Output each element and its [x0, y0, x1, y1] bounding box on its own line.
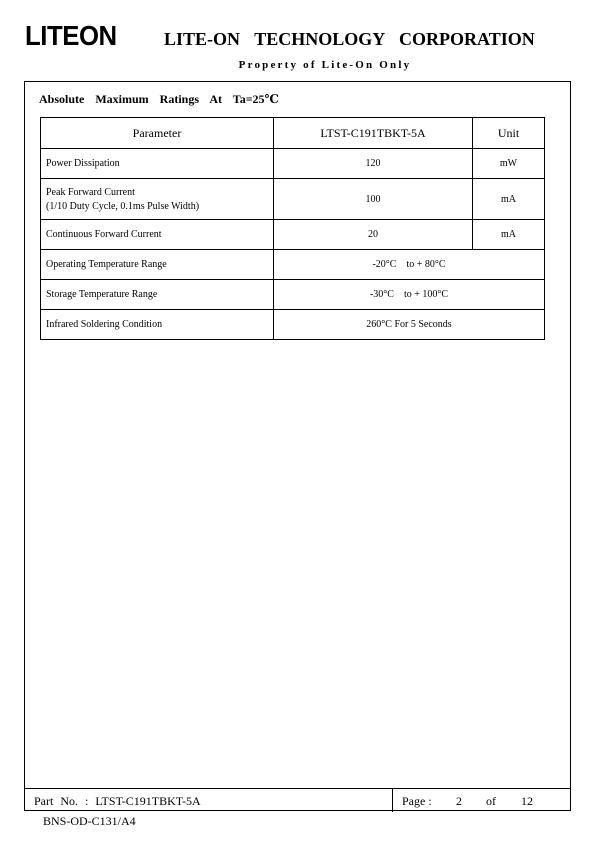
ratings-table [40, 117, 545, 340]
footer-divider [392, 789, 393, 812]
page-number: 2 [456, 794, 462, 808]
row-parameter-label: Peak Forward Current [46, 186, 135, 198]
liteon-logo: LITEON [25, 20, 117, 51]
company-name: LITE-ON TECHNOLOGY CORPORATION [164, 29, 535, 49]
row-value: -20°C to + 80°C [274, 250, 545, 280]
row-value: 20 [274, 220, 473, 250]
table-header-row [41, 118, 545, 149]
part-number-label: Part No. : LTST-C191TBKT-5A [34, 794, 201, 808]
row-unit: mA [473, 220, 545, 250]
row-value: 120 [274, 149, 473, 179]
table-row [41, 280, 545, 310]
page-label: Page : [402, 794, 432, 808]
row-parameter: Operating Temperature Range [41, 250, 274, 280]
row-unit: mA [473, 179, 545, 220]
header-unit: Unit [473, 118, 545, 149]
row-parameter: Storage Temperature Range [41, 280, 274, 310]
page-of-label: of [486, 794, 496, 808]
page-total: 12 [521, 794, 533, 808]
row-value: -30°C to + 100°C [274, 280, 545, 310]
row-unit: mW [473, 149, 545, 179]
property-note: Property of Lite-On Only [238, 59, 412, 71]
section-title: Absolute Maximum Ratings At Ta=25℃ [39, 92, 279, 106]
row-parameter: Power Dissipation [41, 149, 274, 179]
table-row [41, 179, 545, 220]
row-parameter [41, 179, 274, 220]
row-parameter: Infrared Soldering Condition [41, 310, 274, 340]
header-parameter: Parameter [41, 118, 274, 149]
row-parameter-note: (1/10 Duty Cycle, 0.1ms Pulse Width) [46, 200, 200, 212]
row-value: 260°C For 5 Seconds [274, 310, 545, 340]
table-row [41, 310, 545, 340]
table-row [41, 220, 545, 250]
row-parameter: Continuous Forward Current [41, 220, 274, 250]
header-part-number: LTST-C191TBKT-5A [274, 118, 473, 149]
footer-bar [24, 788, 571, 812]
document-reference: BNS-OD-C131/A4 [43, 814, 136, 828]
row-value: 100 [274, 179, 473, 220]
table-row [41, 149, 545, 179]
table-row [41, 250, 545, 280]
